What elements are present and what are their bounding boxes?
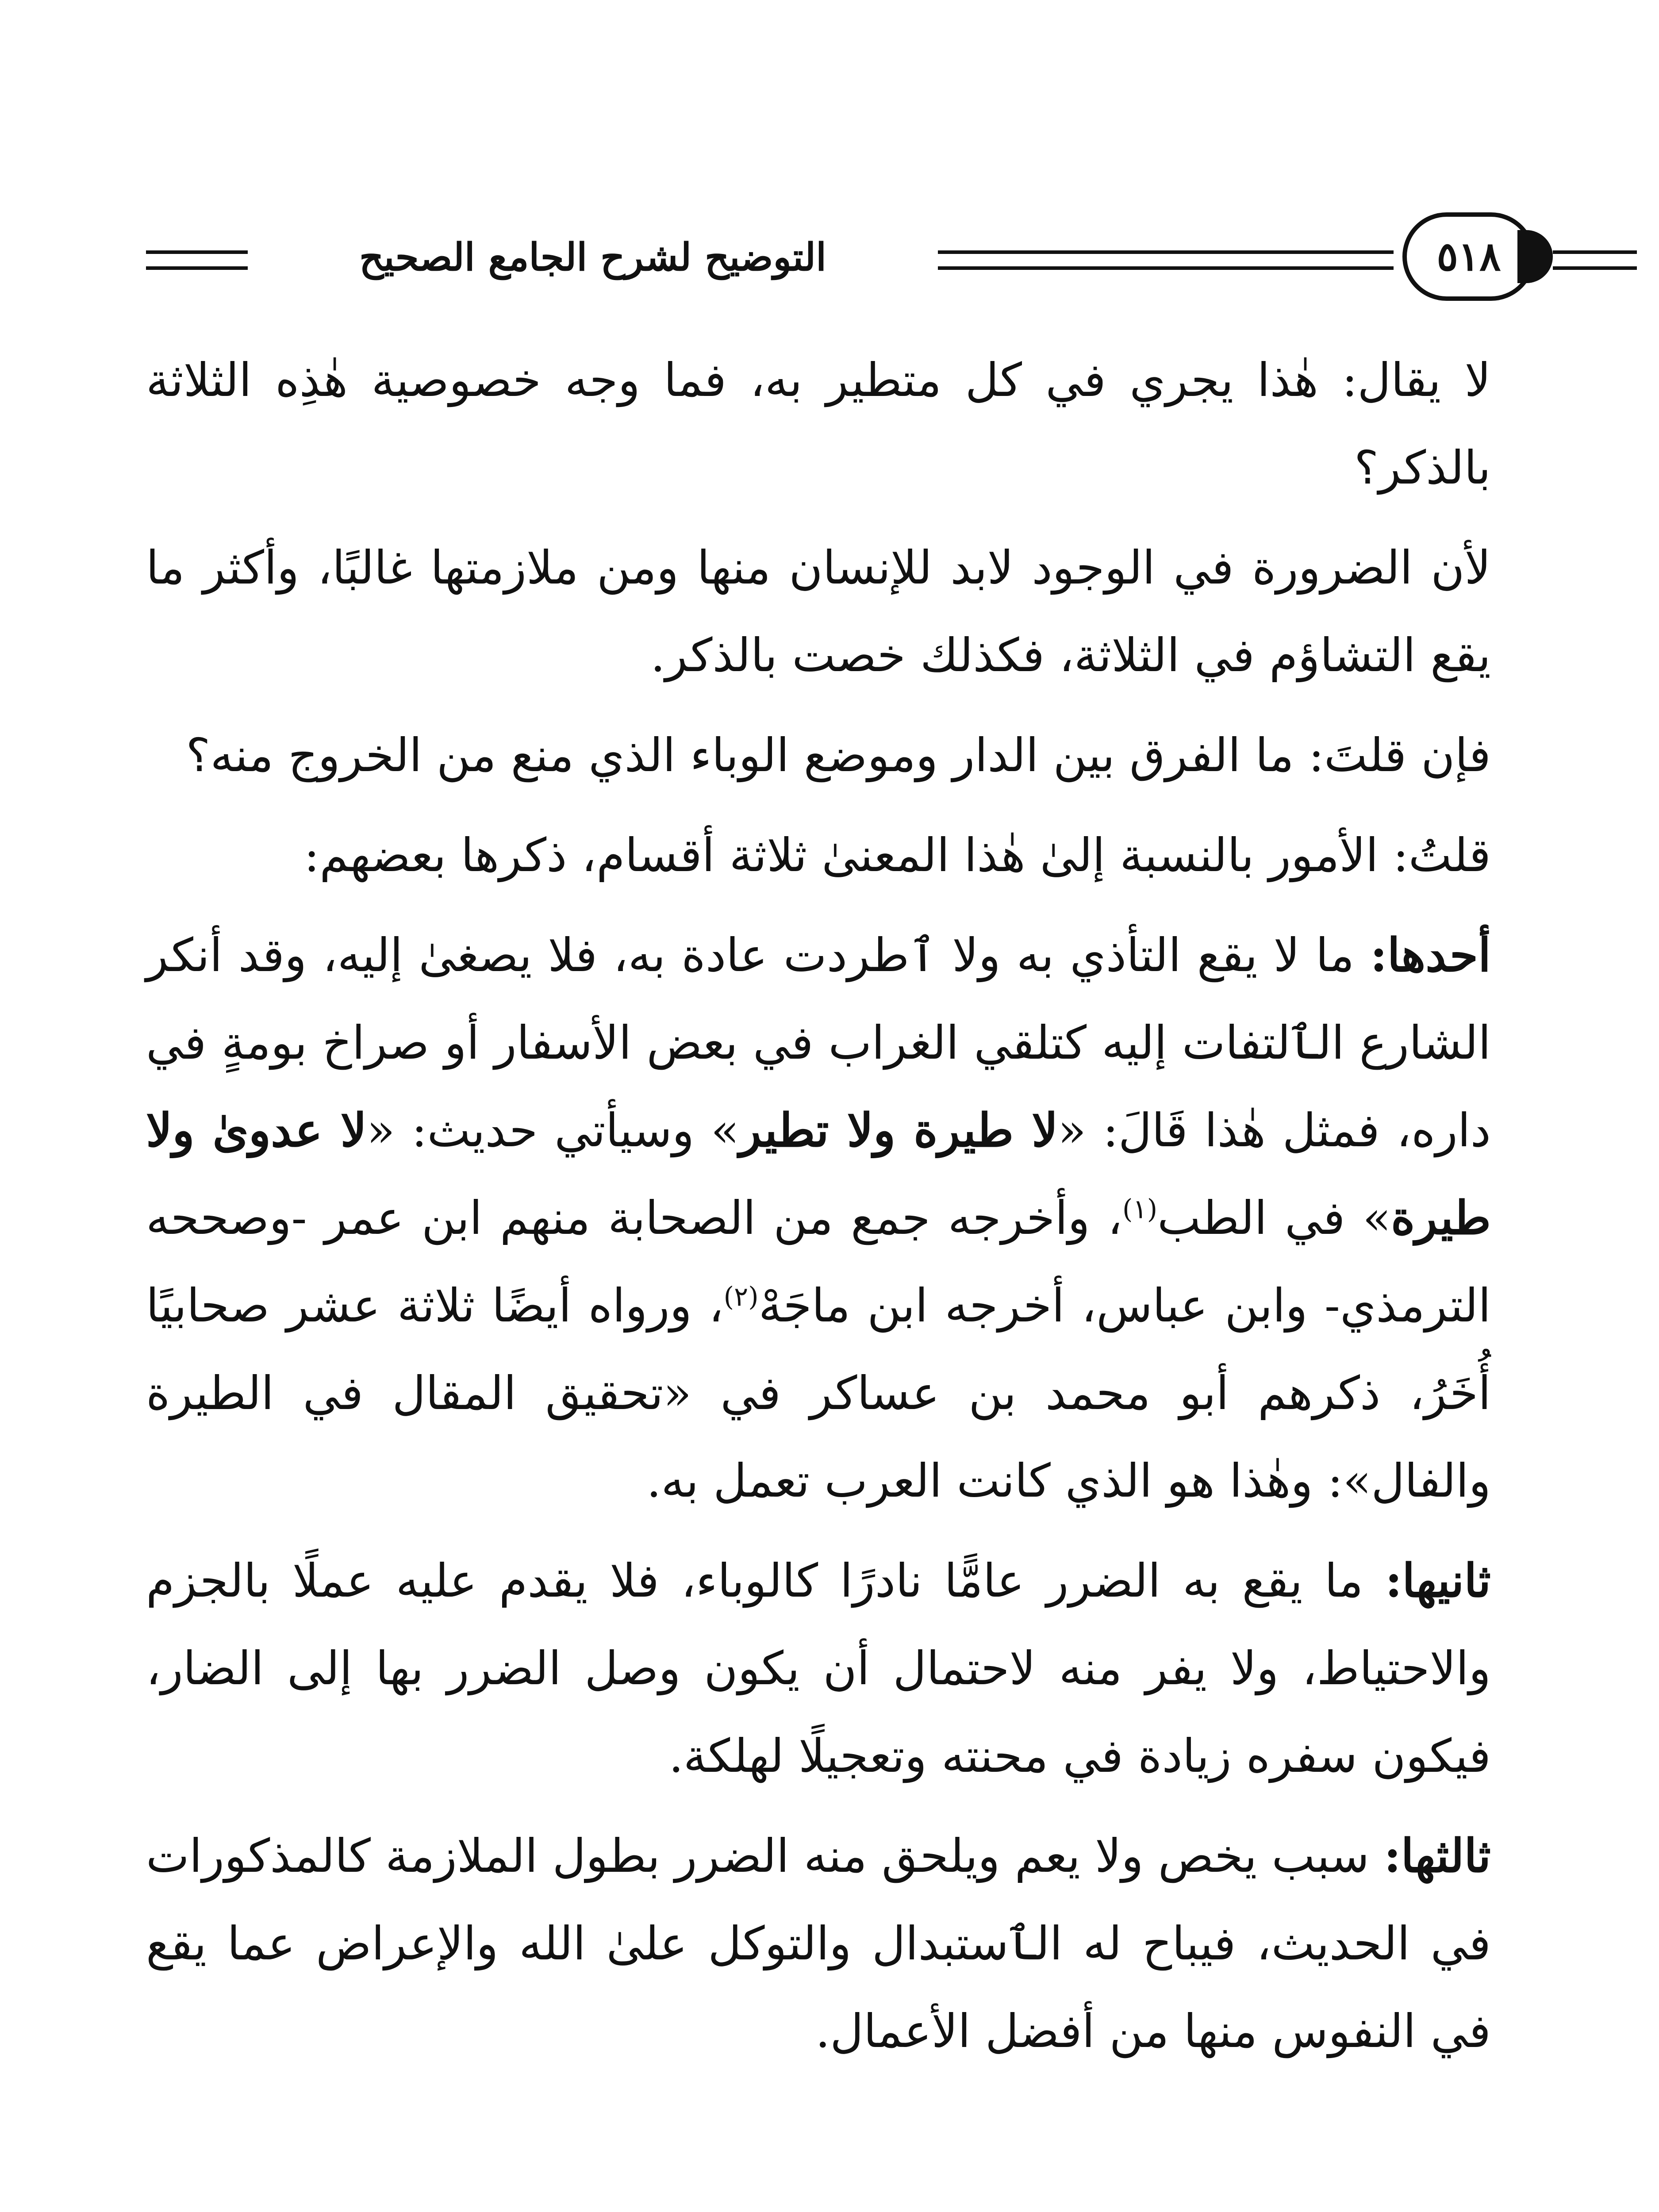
footnote-ref-2[interactable]: (٢): [723, 1281, 759, 1313]
paragraph-text: ، ورواه أيضًا ثلاثة عشر صحابيًا أُخَرُ، ذكرهم أبو محمد بن عساكر في «تحقيق المقال في الطيرة والفال»: وهٰذا هو الذي كانت العرب تعمل به.: [146, 1279, 1491, 1508]
paragraph: [146, 336, 1491, 511]
paragraph-text: ما يقع به الضرر عامًّا نادرًا كالوباء، فلا يقدم عليه عملًا بالجزم والاحتياط، ولا يفر منه لاحتمال أن يكون وصل الضرر بها إلى الضار، فيكون سفره زيادة في محنته وتعجيلًا لهلكة.: [146, 1554, 1491, 1783]
paragraph-lead: أحدها:: [1370, 928, 1491, 982]
paragraph: [146, 1537, 1491, 1800]
paragraph: [146, 1812, 1491, 2075]
main-text: [146, 336, 1491, 2087]
footnote-ref-1[interactable]: (١): [1122, 1194, 1158, 1225]
paragraph-text: لا يقال: هٰذا يجري في كل متطير به، فما وجه خصوصية هٰذِه الثلاثة بالذكر؟: [146, 353, 1491, 495]
paragraph-text: قلتُ: الأمور بالنسبة إلىٰ هٰذا المعنىٰ ثلاثة أقسام، ذكرها بعضهم:: [304, 828, 1491, 882]
paragraph-text: » وسيأتي حديث: «: [367, 1103, 739, 1157]
page-number: ٥١٨: [1402, 212, 1535, 301]
hadith-quote: لا عدوىٰ ولا طيرة: [146, 1103, 1491, 1245]
paragraph: [146, 811, 1491, 899]
page-number-ornament: [1517, 230, 1553, 283]
paragraph: [146, 911, 1491, 1525]
paragraph-lead: ثالثها:: [1384, 1828, 1491, 1883]
book-title: التوضيح لشرح الجامع الصحيح: [359, 235, 826, 280]
paragraph-text: » في الطب: [1157, 1191, 1391, 1245]
paragraph-text: ، وأخرجه جمع من الصحابة منهم ابن عمر -وصححه الترمذي- وابن عباس، أخرجه ابن ماجَهْ: [146, 1191, 1491, 1333]
paragraph: [146, 524, 1491, 699]
paragraph-lead: ثانيها:: [1385, 1553, 1491, 1608]
paragraph-text: ما لا يقع التأذي به ولا ٱطردت عادة به، فلا يصغىٰ إليه، وقد أنكر الشارع الٱلتفات إليه كتلقي الغراب في بعض الأسفار أو صراخ بومةٍ في داره، فمثل هٰذا قَالَ: «: [146, 928, 1491, 1157]
paragraph-text: لأن الضرورة في الوجود لابد للإنسان منها ومن ملازمتها غالبًا، وأكثر ما يقع التشاؤم في الثلاثة، فكذلك خصت بالذكر.: [146, 541, 1491, 682]
paragraph-text: فإن قلتَ: ما الفرق بين الدار وموضع الوباء الذي منع من الخروج منه؟: [186, 728, 1491, 782]
paragraph-text: سبب يخص ولا يعم ويلحق منه الضرر بطول الملازمة كالمذكورات في الحديث، فيباح له الٱستبدال والتوكل علىٰ الله والإعراض عما يقع في النفوس منها من أفضل الأعمال.: [146, 1829, 1491, 2058]
paragraph: [146, 711, 1491, 799]
hadith-quote: لا طيرة ولا تطير: [739, 1103, 1058, 1157]
running-header: [146, 208, 1501, 310]
